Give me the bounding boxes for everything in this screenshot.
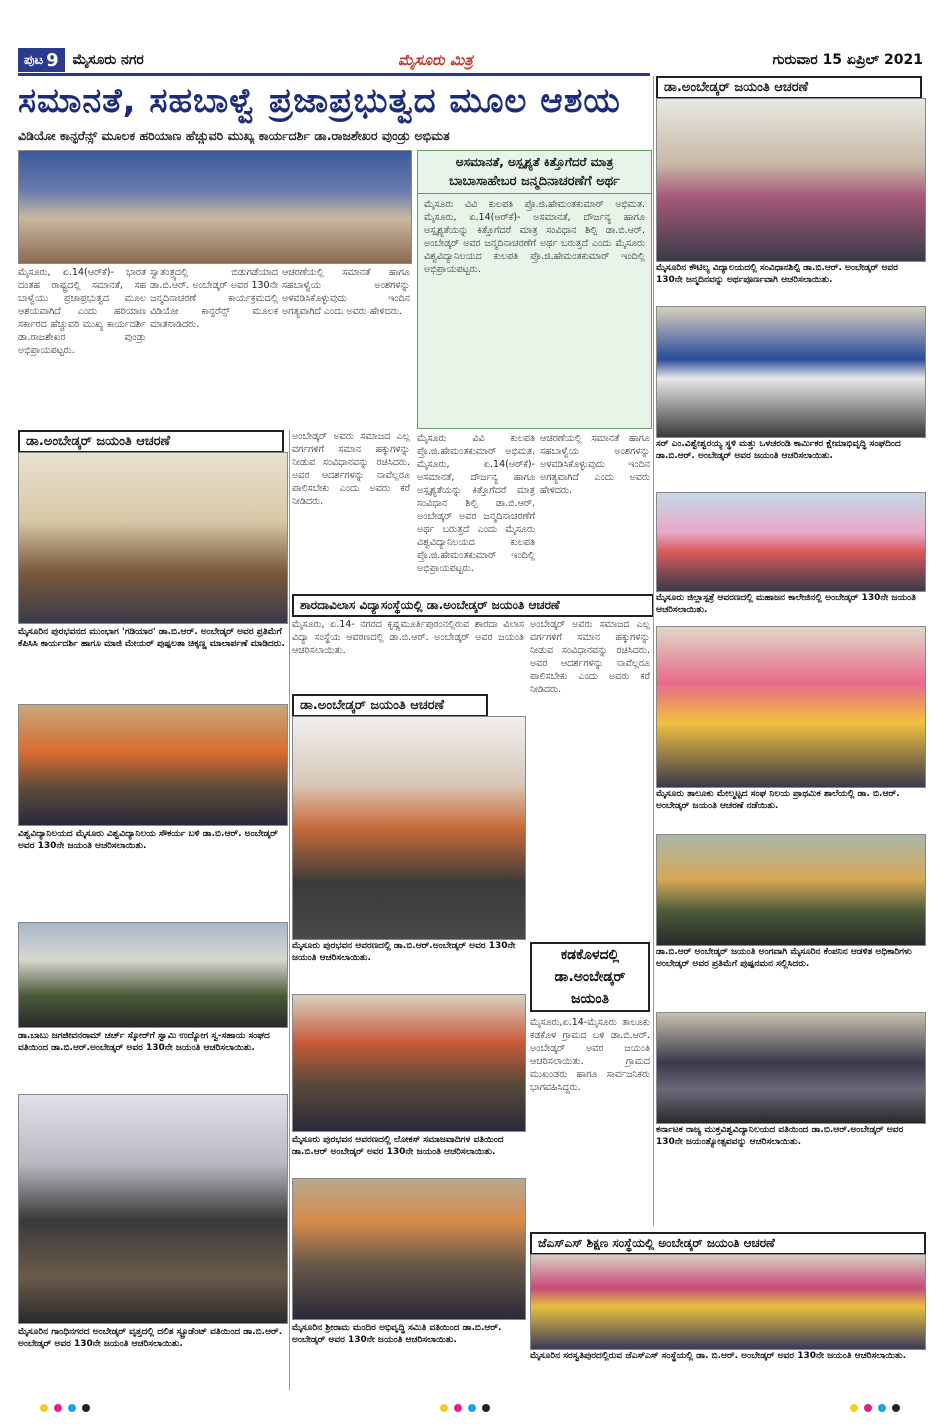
- caption-townhall: ಮೈಸೂರಿನ ಪುರಭವನದ ಮುಂಭಾಗ 'ಗಡಿಯಾರ' ಡಾ.ಬಿ.ಆರ್. ಅಂಬೇಡ್ಕರ್ ಅವರ ಪ್ರತಿಮೆಗೆ ಕೆಪಿಸಿಸಿ ಕಾರ್ಯದರ್ಶಿ ಹಾಗೂ ಮಾಜಿ ಮೇಯರ್ ಪುಷ್ಪಲತಾ ಚಿಕ್ಕಣ್ಣ ಮಾಲಾರ್ಪಣೆ ಮಾಡಿದರು.: [18, 627, 285, 649]
- reg-dot: [454, 1404, 462, 1412]
- photo-company: [656, 834, 926, 946]
- lead-col-2: ಸ್ವಾತಂತ್ರ್ಯದಲ್ಲಿ ಬಿಡುಗಡೆಯಾದ ಡಾ.ಬಿ.ಆರ್. ಅಂಬೇಡ್ಕರ್ ಅವರ 130ನೇ ಜನ್ಮದಿನಾಚರಣೆ ಕಾರ್ಯಕ್ರಮದಲ್ಲಿ ವಿಡಿಯೋ ಕಾನ್ಫರೆನ್ಸ್ ಮೂಲಕ ಮಾತನಾಡಿದರು.: [150, 267, 278, 330]
- caption-school: ಮೈಸೂರು ತಾಲೂಕು ಮೇಲ್ಮಟ್ಟದ ಸಂಘ ನಿಲಯ ಪ್ರಾಥಮಿಕ ಶಾಲೆಯಲ್ಲಿ ಡಾ. ಬಿ.ಆರ್. ಅಂಬೇಡ್ಕರ್ ಜಯಂತಿ ಆಚರಣೆ ನಡೆಯಿತು.: [656, 789, 900, 811]
- reg-dot: [892, 1404, 900, 1412]
- vc-article-title-2: ಬಾಬಾಸಾಹೇಬರ ಜನ್ಮದಿನಾಚರಣೆಗೆ ಅರ್ಥ: [418, 174, 651, 194]
- photo-center-statue: [292, 716, 526, 940]
- sharada-article: ಮೈಸೂರು, ಏ.14- ನಗರದ ಕೃಷ್ಣಮೂರ್ತಿಪುರಂನಲ್ಲಿರುವ ಶಾರದಾ ವಿಲಾಸ ವಿದ್ಯಾ ಸಂಸ್ಥೆಯ ಆವರಣದಲ್ಲಿ ಡಾ.ಬಿ.ಆರ್. ಅಂಬೇಡ್ಕರ್ ಅವರ ಜಯಂತಿ ಆಚರಿಸಲಾಯಿತು.: [292, 619, 524, 656]
- section-title-center-low: ಡಾ.ಅಂಬೇಡ್ಕರ್ ಜಯಂತಿ ಆಚರಣೆ: [292, 694, 488, 717]
- vc-article-box: [417, 150, 652, 429]
- lead-col-3: ಆಚರಣೆಯಲ್ಲಿ ಸಮಾನತೆ ಹಾಗೂ ಸಹಬಾಳ್ವೆಯ ಅಂಶಗಳನ್ನು ಅಳವಡಿಸಿಕೊಳ್ಳುವುದು ಇಂದಿನ ಅಗತ್ಯವಾಗಿದೆ ಎಂದು ಅವರು ಹೇಳಿದರು.: [282, 267, 410, 317]
- caption-hospital: ಮೈಸೂರು ಜಿಲ್ಲಾಸ್ಪತ್ರೆ ಆವರಣದಲ್ಲಿ ಮಹಾಜನ ಕಾಲೇಜಿನಲ್ಲಿ ಅಂಬೇಡ್ಕರ್ 130ನೇ ಜಯಂತಿ ಆಚರಿಸಲಾಯಿತು.: [656, 593, 916, 615]
- reg-dot: [54, 1404, 62, 1412]
- photo-kautilya: [656, 98, 926, 262]
- registration-dots-center: [440, 1404, 490, 1414]
- reg-dot: [878, 1404, 886, 1412]
- section-title-sharada: ಶಾರದಾವಿಲಾಸ ವಿದ್ಯಾಸಂಸ್ಥೆಯಲ್ಲಿ ಡಾ.ಅಂಬೇಡ್ಕರ್ ಜಯಂತಿ ಆಚರಣೆ: [292, 594, 654, 617]
- reg-dot: [40, 1404, 48, 1412]
- lead-headline: ಸಮಾನತೆ, ಸಹಬಾಳ್ವೆ ಪ್ರಜಾಪ್ರಭುತ್ವದ ಮೂಲ ಆಶಯ: [18, 81, 621, 121]
- photo-lokas: [292, 994, 526, 1132]
- reg-dot: [482, 1404, 490, 1412]
- paper-logo: ಮೈಸೂರು ಮಿತ್ರ: [398, 51, 473, 69]
- caption-company: ಡಾ.ಬಿ.ಆರ್ ಅಂಬೇಡ್ಕರ್ ಜಯಂತಿ ಅಂಗವಾಗಿ ಮೈಸೂರಿನ ಕೆಂಪನಿನ ಆಡಳಿತ ಅಧಿಕಾರಿಗಳು ಅಂಬೇಡ್ಕರ್ ಅವರ ಪ್ರತಿಮೆಗೆ ಪುಷ್ಪನಮನ ಸಲ್ಲಿಸಿದರು.: [656, 947, 912, 969]
- reg-dot: [864, 1404, 872, 1412]
- photo-babu: [18, 922, 288, 1028]
- reg-dot: [440, 1404, 448, 1412]
- caption-kautilya: ಮೈಸೂರಿನ ಕೌಟಿಲ್ಯ ವಿದ್ಯಾಲಯದಲ್ಲಿ ಸಂವಿಧಾನಶಿಲ್ಪಿ ಡಾ.ಬಿ.ಆರ್. ಅಂಬೇಡ್ಕರ್ ಅವರ 130ನೇ ಜನ್ಮದಿನವನ್ನು ಅರ್ಥಪೂರ್ಣವಾಗಿ ಆಚರಿಸಲಾಯಿತು.: [656, 263, 898, 285]
- photo-university: [18, 704, 288, 826]
- center-text-col-1: ಅಂಬೇಡ್ಕರ್ ಅವರು ಸಮಾಜದ ಎಲ್ಲ ವರ್ಗಗಳಿಗೆ ಸಮಾನ ಹಕ್ಕುಗಳನ್ನು ನೀಡುವ ಸಂವಿಧಾನವನ್ನು ರಚಿಸಿದರು. ಅವರ ಆದರ್ಶಗಳನ್ನು ನಾವೆಲ್ಲರೂ ಪಾಲಿಸಬೇಕು ಎಂದು ಅವರು ಕರೆ ನೀಡಿದರು.: [292, 431, 410, 507]
- caption-center-statue: ಮೈಸೂರು ಪುರಭವನ ಆವರಣದಲ್ಲಿ ಡಾ.ಬಿ.ಆರ್.ಅಂಬೇಡ್ಕರ್ ಅವರ 130ನೇ ಜಯಂತಿ ಆಚರಿಸಲಾಯಿತು.: [292, 941, 516, 963]
- reg-dot: [850, 1404, 858, 1412]
- photo-gandhinagar: [18, 1094, 288, 1324]
- kadakola-article: ಮೈಸೂರು,ಏ.14-ಮೈಸೂರು ತಾಲೂಕು ಕಡಕೊಳ ಗ್ರಾಮದ ಬಳಿ ಡಾ.ಬಿ.ಆರ್. ಅಂಬೇಡ್ಕರ್ ಅವರ ಜಯಂತಿ ಆಚರಿಸಲಾಯಿತು. ಗ್ರಾಮದ ಮುಖಂಡರು ಹಾಗೂ ಸಾರ್ವಜನಿಕರು ಭಾಗವಹಿಸಿದ್ದರು.: [530, 1017, 650, 1093]
- photo-hospital: [656, 492, 926, 592]
- vc-article-body: ಮೈಸೂರು ವಿವಿ ಕುಲಪತಿ ಪ್ರೊ.ಜಿ.ಹೇಮಂತಕುಮಾರ್ ಅಭಿಮತ. ಮೈಸೂರು, ಏ.14(ಆರ್‌ಕೆ)- ಅಸಮಾನತೆ, ದೌರ್ಜನ್ಯ ಹಾಗೂ ಅಸ್ಪೃಶ್ಯತೆಯನ್ನು ಕಿತ್ತೊಗೆದರೆ ಮಾತ್ರ ಸಂವಿಧಾನ ಶಿಲ್ಪಿ ಡಾ.ಬಿ.ಆರ್. ಅಂಬೇಡ್ಕರ್ ಅವರ ಜನ್ಮದಿನಾಚರಣೆಗೆ ಅರ್ಥ ಬರುತ್ತದೆ ಎಂದು ಮೈಸೂರು ವಿಶ್ವವಿದ್ಯಾನಿಲಯದ ಕುಲಪತಿ ಪ್ರೊ.ಜಿ.ಹೇಮಂತಕುಮಾರ್ ಇಂದಿಲ್ಲಿ ಅಭಿಪ್ರಾಯಪಟ್ಟರು.: [424, 199, 645, 275]
- page-number: 9: [46, 49, 59, 71]
- registration-dots-right: [850, 1404, 900, 1414]
- section-title-jss: ಜೆಎಸ್‌ಎಸ್ ಶಿಕ್ಷಣ ಸಂಸ್ಥೆಯಲ್ಲಿ ಅಂಬೇಡ್ಕರ್ ಜಯಂತಿ ಆಚರಣೆ: [530, 1232, 926, 1255]
- registration-dots-left: [40, 1404, 90, 1414]
- caption-lokas: ಮೈಸೂರು ಪುರಭವನ ಆವರಣದಲ್ಲಿ ಲೋಕಸ್ ಸಮಾಜವಾದಿಗಳ ವತಿಯಿಂದ ಡಾ.ಬಿ.ಆರ್ ಅಂಬೇಡ್ಕರ್ ಅವರ 130ನೇ ಜಯಂತಿ ಆಚರಿಸಲಾಯಿತು.: [292, 1135, 504, 1157]
- divider-right: [653, 76, 654, 1226]
- section-name: ಮೈಸೂರು ನಗರ: [72, 52, 144, 68]
- issue-date: ಗುರುವಾರ 15 ಏಪ್ರಿಲ್ 2021: [772, 52, 923, 68]
- photo-townhall: [18, 452, 288, 624]
- photo-sriram: [292, 1178, 526, 1320]
- photo-visvesvaraya: [656, 306, 926, 438]
- kadakola-title-text: ಕಡಕೊಳದಲ್ಲಿ ಡಾ.ಅಂಬೇಡ್ಕರ್ ಜಯಂತಿ: [554, 947, 626, 1007]
- caption-visvesvaraya: ಸರ್ ಎಂ.ವಿಶ್ವೇಶ್ವರಯ್ಯ ಸ್ಥಳಿ ಮತ್ತು ಒಳಚರಂಡಿ ಕಾರ್ಮಿಕರ ಕ್ಷೇಮಾಭಿವೃದ್ಧಿ ಸಂಘದಿಂದ ಡಾ.ಬಿ.ಆರ್. ಅಂಬೇಡ್ಕರ್ ಅವರ ಜಯಂತಿ ಆಚರಿಸಲಾಯಿತು.: [656, 439, 901, 461]
- caption-gandhinagar: ಮೈಸೂರಿನ ಗಾಂಧಿನಗರದ ಅಂಬೇಡ್ಕರ್ ವೃತ್ತದಲ್ಲಿ ದಲಿತ ಸ್ಟ್ರೂಡೆಂಟ್ ವತಿಯಿಂದ ಡಾ.ಬಿ.ಆರ್. ಅಂಬೇಡ್ಕರ್ ಅವರ 130ನೇ ಜಯಂತಿ ಆಚರಿಸಲಾಯಿತು.: [18, 1327, 283, 1349]
- masthead-rule: [18, 73, 650, 76]
- caption-jss: ಮೈಸೂರಿನ ಸರಸ್ವತಿಪುರದಲ್ಲಿರುವ ಜೆಎಸ್‌ಎಸ್ ಸಂಸ್ಥೆಯಲ್ಲಿ ಡಾ. ಬಿ.ಆರ್. ಅಂಬೇಡ್ಕರ್ ಅವರ 130ನೇ ಜಯಂತಿ ಆಚರಿಸಲಾಯಿತು.: [530, 1351, 906, 1361]
- divider-left: [289, 430, 290, 1390]
- kadakola-title: [530, 942, 650, 1012]
- reg-dot: [82, 1404, 90, 1412]
- section-title-right: ಡಾ.ಅಂಬೇಡ್ಕರ್ ಜಯಂತಿ ಆಚರಣೆ: [656, 76, 922, 99]
- page-label: ಪುಟ: [24, 52, 44, 68]
- caption-sriram: ಮೈಸೂರಿನ ಶ್ರೀರಾಮ ಮಂದಿರ ಅಭಿವೃದ್ಧಿ ಸಮಿತಿ ವತಿಯಿಂದ ಡಾ.ಬಿ.ಆರ್. ಅಂಬೇಡ್ಕರ್ ಅವರ 130ನೇ ಜಯಂತಿ ಆಚರಿಸಲಾಯಿತು.: [292, 1323, 502, 1345]
- photo-ksou: [656, 1012, 926, 1124]
- sharada-article-cont: ಅಂಬೇಡ್ಕರ್ ಅವರು ಸಮಾಜದ ಎಲ್ಲ ವರ್ಗಗಳಿಗೆ ಸಮಾನ ಹಕ್ಕುಗಳನ್ನು ನೀಡುವ ಸಂವಿಧಾನವನ್ನು ರಚಿಸಿದರು. ಅವರ ಆದರ್ಶಗಳನ್ನು ನಾವೆಲ್ಲರೂ ಪಾಲಿಸಬೇಕು ಎಂದು ಅವರು ಕರೆ ನೀಡಿದರು.: [530, 619, 650, 695]
- vc-article-title-1: ಅಸಮಾನತೆ, ಅಸ್ಪೃಶ್ಯತೆ ಕಿತ್ತೊಗೆದರೆ ಮಾತ್ರ: [455, 155, 614, 169]
- page-number-badge: [18, 48, 65, 72]
- section-title-left: ಡಾ.ಅಂಬೇಡ್ಕರ್ ಜಯಂತಿ ಆಚರಣೆ: [18, 430, 284, 453]
- masthead: [18, 48, 923, 72]
- reg-dot: [468, 1404, 476, 1412]
- caption-babu: ಡಾ.ಬಾಬು ಜಗಜೀವನರಾಮ್ ಚರ್ಚ್ ಸ್ಕೋರ್‌ಗೆ ಸ್ವಾಮಿ ಉದ್ಯೋಗ ಸ್ವ-ಸಹಾಯ ಸಂಘದ ವತಿಯಿಂದ ಡಾ.ಬಿ.ಆರ್.ಅಂಬೇಡ್ಕರ್ ಅವರ 130ನೇ ಜಯಂತಿ ಆಚರಿಸಲಾಯಿತು.: [18, 1031, 270, 1053]
- reg-dot: [68, 1404, 76, 1412]
- photo-school: [656, 626, 926, 788]
- caption-university: ವಿಶ್ವವಿದ್ಯಾನಿಲಯದ ಮೈಸೂರು ವಿಶ್ವವಿದ್ಯಾನಿಲಯ ಸೌಕರ್ಯ ಬಳಿ ಡಾ.ಬಿ.ಆರ್. ಅಂಬೇಡ್ಕರ್ ಅವರ 130ನೇ ಜಯಂತಿ ಆಚರಿಸಲಾಯಿತು.: [18, 829, 278, 851]
- caption-ksou: ಕರ್ನಾಟಕ ರಾಜ್ಯ ಮುಕ್ತವಿಶ್ವವಿದ್ಯಾನಿಲಯದ ವತಿಯಿಂದ ಡಾ.ಬಿ.ಆರ್.ಅಂಬೇಡ್ಕರ್ ಅವರ 130ನೇ ಜಯಂತ್ಯೋತ್ಸವವನ್ನು ಆಚರಿಸಲಾಯಿತು.: [656, 1125, 904, 1147]
- center-text-col-2: ಮೈಸೂರು ವಿವಿ ಕುಲಪತಿ ಪ್ರೊ.ಜಿ.ಹೇಮಂತಕುಮಾರ್ ಅಭಿಮತ. ಮೈಸೂರು, ಏ.14(ಆರ್‌ಕೆ)- ಅಸಮಾನತೆ, ದೌರ್ಜನ್ಯ ಹಾಗೂ ಅಸ್ಪೃಶ್ಯತೆಯನ್ನು ಕಿತ್ತೊಗೆದರೆ ಮಾತ್ರ ಸಂವಿಧಾನ ಶಿಲ್ಪಿ ಡಾ.ಬಿ.ಆರ್. ಅಂಬೇಡ್ಕರ್ ಅವರ ಜನ್ಮದಿನಾಚರಣೆಗೆ ಅರ್ಥ ಬರುತ್ತದೆ ಎಂದು ಮೈಸೂರು ವಿಶ್ವವಿದ್ಯಾನಿಲಯದ ಕುಲಪತಿ ಪ್ರೊ.ಜಿ.ಹೇಮಂತಕುಮಾರ್ ಇಂದಿಲ್ಲಿ ಅಭಿಪ್ರಾಯಪಟ್ಟರು.: [417, 433, 535, 574]
- lead-photo: [18, 150, 412, 264]
- lead-subhead: ವಿಡಿಯೋ ಕಾನ್ಫರೆನ್ಸ್ ಮೂಲಕ ಹರಿಯಾಣ ಹೆಚ್ಚುವರಿ ಮುಖ್ಯ ಕಾರ್ಯದರ್ಶಿ ಡಾ.ರಾಜಶೇಖರ ವುಂಡ್ರು ಅಭಿಮತ: [18, 128, 450, 143]
- center-text-col-3: ಆಚರಣೆಯಲ್ಲಿ ಸಮಾನತೆ ಹಾಗೂ ಸಹಬಾಳ್ವೆಯ ಅಂಶಗಳನ್ನು ಅಳವಡಿಸಿಕೊಳ್ಳುವುದು ಇಂದಿನ ಅಗತ್ಯವಾಗಿದೆ ಎಂದು ಅವರು ಹೇಳಿದರು.: [540, 433, 650, 496]
- lead-col-1: ಮೈಸೂರು, ಏ.14(ಆರ್‌ಕೆ)- ಭಾರತ ದಂತಹ ರಾಷ್ಟ್ರದಲ್ಲಿ ಸಮಾನತೆ, ಸಹ ಬಾಳ್ವೆಯು ಪ್ರಜಾಪ್ರಭುತ್ವದ ಮೂಲ ಆಶಯವಾಗಿದೆ ಎಂದು ಹರಿಯಾಣ ಸರ್ಕಾರದ ಹೆಚ್ಚುವರಿ ಮುಖ್ಯ ಕಾರ್ಯದರ್ಶಿ ಡಾ.ರಾಜಶೇಖರ ವುಂಡ್ರು ಅಭಿಪ್ರಾಯಪಟ್ಟರು.: [18, 267, 146, 356]
- photo-jss: [530, 1254, 926, 1350]
